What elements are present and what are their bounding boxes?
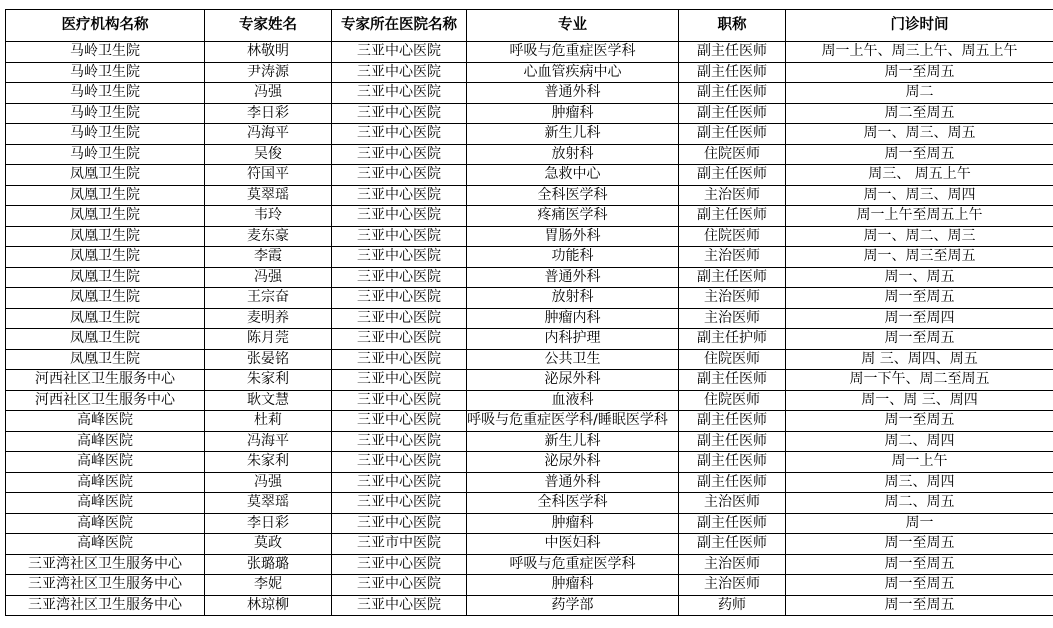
institution-cell[interactable]: 三亚湾社区卫生服务中心 — [6, 575, 205, 596]
institution-cell[interactable]: 河西社区卫生服务中心 — [6, 390, 205, 411]
specialty-cell[interactable]: 普通外科 — [467, 83, 679, 104]
table-row — [6, 308, 1053, 329]
table-row — [6, 452, 1053, 473]
title-cell[interactable]: 药师 — [679, 595, 786, 616]
table-row — [6, 493, 1053, 514]
hospital-cell[interactable]: 三亚中心医院 — [332, 124, 467, 145]
expert-name-cell[interactable]: 张璐璐 — [205, 554, 332, 575]
expert-name-cell[interactable]: 冯强 — [205, 472, 332, 493]
table-row — [6, 534, 1053, 555]
expert-name-cell[interactable]: 麦东豪 — [205, 226, 332, 247]
specialty-cell[interactable]: 全科医学科 — [467, 185, 679, 206]
header-specialty[interactable]: 专业 — [467, 10, 679, 42]
expert-name-cell[interactable]: 符国平 — [205, 165, 332, 186]
title-cell[interactable]: 副主任医师 — [679, 83, 786, 104]
clinic-time-cell[interactable]: 周一至周五 — [786, 595, 1053, 616]
clinic-time-cell[interactable]: 周一、周三、周五 — [786, 124, 1053, 145]
clinic-time-cell[interactable]: 周三、 周五上午 — [786, 165, 1053, 186]
table-row — [6, 42, 1053, 63]
hospital-cell[interactable]: 三亚中心医院 — [332, 513, 467, 534]
hospital-cell[interactable]: 三亚中心医院 — [332, 452, 467, 473]
table-row — [6, 247, 1053, 268]
table-row — [6, 472, 1053, 493]
expert-name-cell[interactable]: 李日彩 — [205, 513, 332, 534]
hospital-cell[interactable]: 三亚中心医院 — [332, 411, 467, 432]
clinic-time-cell[interactable]: 周三、周四 — [786, 472, 1053, 493]
title-cell[interactable]: 副主任医师 — [679, 267, 786, 288]
title-cell[interactable]: 主治医师 — [679, 575, 786, 596]
expert-name-cell[interactable]: 李妮 — [205, 575, 332, 596]
table-row — [6, 62, 1053, 83]
institution-cell[interactable]: 凤凰卫生院 — [6, 308, 205, 329]
institution-cell[interactable]: 凤凰卫生院 — [6, 226, 205, 247]
expert-name-cell[interactable]: 莫翠瑶 — [205, 185, 332, 206]
expert-schedule-table — [5, 9, 1053, 616]
institution-cell[interactable]: 高峰医院 — [6, 411, 205, 432]
hospital-cell[interactable]: 三亚中心医院 — [332, 308, 467, 329]
expert-name-cell[interactable]: 林琼柳 — [205, 595, 332, 616]
clinic-time-cell[interactable]: 周一下午、周二至周五 — [786, 370, 1053, 391]
institution-cell[interactable]: 凤凰卫生院 — [6, 267, 205, 288]
title-cell[interactable]: 副主任医师 — [679, 534, 786, 555]
institution-cell[interactable]: 马岭卫生院 — [6, 144, 205, 165]
institution-cell[interactable]: 凤凰卫生院 — [6, 165, 205, 186]
expert-name-cell[interactable]: 吴俊 — [205, 144, 332, 165]
specialty-cell[interactable]: 新生儿科 — [467, 124, 679, 145]
title-cell[interactable]: 副主任医师 — [679, 370, 786, 391]
header-clinic-time[interactable]: 门诊时间 — [786, 10, 1053, 42]
clinic-time-cell[interactable]: 周二 — [786, 83, 1053, 104]
expert-name-cell[interactable]: 韦玲 — [205, 206, 332, 227]
title-cell[interactable]: 主治医师 — [679, 247, 786, 268]
table-row — [6, 288, 1053, 309]
clinic-time-cell[interactable]: 周一至周五 — [786, 575, 1053, 596]
institution-cell[interactable]: 凤凰卫生院 — [6, 329, 205, 350]
title-cell[interactable]: 副主任医师 — [679, 411, 786, 432]
hospital-cell[interactable]: 三亚市中医院 — [332, 534, 467, 555]
table-row — [6, 267, 1053, 288]
hospital-cell[interactable]: 三亚中心医院 — [332, 390, 467, 411]
table-row — [6, 206, 1053, 227]
institution-cell[interactable]: 马岭卫生院 — [6, 83, 205, 104]
institution-cell[interactable]: 高峰医院 — [6, 493, 205, 514]
clinic-time-cell[interactable]: 周一、周三至周五 — [786, 247, 1053, 268]
specialty-cell[interactable]: 公共卫生 — [467, 349, 679, 370]
institution-cell[interactable]: 高峰医院 — [6, 472, 205, 493]
specialty-cell[interactable]: 肿瘤科 — [467, 513, 679, 534]
expert-name-cell[interactable]: 杜莉 — [205, 411, 332, 432]
title-cell[interactable]: 副主任医师 — [679, 452, 786, 473]
title-cell[interactable]: 住院医师 — [679, 226, 786, 247]
hospital-cell[interactable]: 三亚中心医院 — [332, 370, 467, 391]
table-row — [6, 595, 1053, 616]
title-cell[interactable]: 副主任医师 — [679, 103, 786, 124]
specialty-cell[interactable]: 内科护理 — [467, 329, 679, 350]
specialty-cell[interactable]: 心血管疾病中心 — [467, 62, 679, 83]
table-row — [6, 144, 1053, 165]
institution-cell[interactable]: 河西社区卫生服务中心 — [6, 370, 205, 391]
specialty-cell[interactable]: 疼痛医学科 — [467, 206, 679, 227]
specialty-cell[interactable]: 新生儿科 — [467, 431, 679, 452]
specialty-cell[interactable]: 药学部 — [467, 595, 679, 616]
institution-cell[interactable]: 高峰医院 — [6, 534, 205, 555]
clinic-time-cell[interactable]: 周一、周 三、周四 — [786, 390, 1053, 411]
header-title[interactable]: 职称 — [679, 10, 786, 42]
expert-name-cell[interactable]: 冯海平 — [205, 124, 332, 145]
clinic-time-cell[interactable]: 周一上午 — [786, 452, 1053, 473]
specialty-cell[interactable]: 呼吸与危重症医学科 — [467, 42, 679, 63]
clinic-time-cell[interactable]: 周二至周五 — [786, 103, 1053, 124]
clinic-time-cell[interactable]: 周一至周五 — [786, 411, 1053, 432]
clinic-time-cell[interactable]: 周一至周四 — [786, 308, 1053, 329]
title-cell[interactable]: 主治医师 — [679, 308, 786, 329]
specialty-cell[interactable] — [467, 411, 679, 432]
table-row — [6, 83, 1053, 104]
expert-name-cell[interactable]: 李日彩 — [205, 103, 332, 124]
clinic-time-cell[interactable]: 周一上午至周五上午 — [786, 206, 1053, 227]
title-cell[interactable]: 住院医师 — [679, 144, 786, 165]
hospital-cell[interactable]: 三亚中心医院 — [332, 247, 467, 268]
title-cell[interactable]: 副主任护师 — [679, 329, 786, 350]
header-expert-name[interactable]: 专家姓名 — [205, 10, 332, 42]
institution-cell[interactable]: 凤凰卫生院 — [6, 185, 205, 206]
hospital-cell[interactable]: 三亚中心医院 — [332, 288, 467, 309]
title-cell[interactable]: 副主任医师 — [679, 206, 786, 227]
expert-name-cell[interactable]: 冯强 — [205, 83, 332, 104]
specialty-cell[interactable]: 急救中心 — [467, 165, 679, 186]
table-row — [6, 431, 1053, 452]
title-cell[interactable]: 副主任医师 — [679, 62, 786, 83]
table-row — [6, 329, 1053, 350]
specialty-cell[interactable]: 胃肠外科 — [467, 226, 679, 247]
header-institution[interactable]: 医疗机构名称 — [6, 10, 205, 42]
institution-cell[interactable]: 马岭卫生院 — [6, 103, 205, 124]
table-row — [6, 226, 1053, 247]
clinic-time-cell[interactable]: 周一至周五 — [786, 62, 1053, 83]
institution-cell[interactable]: 凤凰卫生院 — [6, 288, 205, 309]
title-cell[interactable]: 主治医师 — [679, 185, 786, 206]
specialty-cell[interactable]: 中医妇科 — [467, 534, 679, 555]
table-row — [6, 575, 1053, 596]
title-cell[interactable]: 副主任医师 — [679, 513, 786, 534]
institution-cell[interactable]: 三亚湾社区卫生服务中心 — [6, 595, 205, 616]
expert-name-cell[interactable]: 王宗奋 — [205, 288, 332, 309]
institution-cell[interactable]: 凤凰卫生院 — [6, 247, 205, 268]
institution-cell[interactable]: 高峰医院 — [6, 431, 205, 452]
table-row — [6, 165, 1053, 186]
expert-name-cell[interactable]: 陈月莞 — [205, 329, 332, 350]
title-cell[interactable]: 主治医师 — [679, 288, 786, 309]
specialty-cell[interactable]: 肿瘤科 — [467, 575, 679, 596]
expert-name-cell[interactable]: 林敬明 — [205, 42, 332, 63]
hospital-cell[interactable]: 三亚中心医院 — [332, 185, 467, 206]
hospital-cell[interactable]: 三亚中心医院 — [332, 493, 467, 514]
clinic-time-cell[interactable]: 周二、周五 — [786, 493, 1053, 514]
institution-cell[interactable]: 高峰医院 — [6, 513, 205, 534]
table-row — [6, 103, 1053, 124]
institution-cell[interactable]: 马岭卫生院 — [6, 42, 205, 63]
specialty-cell[interactable]: 放射科 — [467, 288, 679, 309]
hospital-cell[interactable]: 三亚中心医院 — [332, 329, 467, 350]
institution-cell[interactable]: 马岭卫生院 — [6, 62, 205, 83]
hospital-cell[interactable]: 三亚中心医院 — [332, 267, 467, 288]
clinic-time-cell[interactable]: 周一 — [786, 513, 1053, 534]
table-row — [6, 411, 1053, 432]
specialty-cell[interactable]: 肿瘤内科 — [467, 308, 679, 329]
specialty-cell[interactable]: 呼吸与危重症医学科 — [467, 554, 679, 575]
expert-name-cell[interactable]: 莫翠瑶 — [205, 493, 332, 514]
specialty-cell[interactable]: 普通外科 — [467, 267, 679, 288]
institution-cell[interactable]: 凤凰卫生院 — [6, 206, 205, 227]
expert-name-cell[interactable]: 莫政 — [205, 534, 332, 555]
clinic-time-cell[interactable]: 周一至周五 — [786, 144, 1053, 165]
title-cell[interactable]: 副主任医师 — [679, 124, 786, 145]
clinic-time-cell[interactable]: 周一至周五 — [786, 288, 1053, 309]
table-body — [6, 42, 1053, 616]
hospital-cell[interactable]: 三亚中心医院 — [332, 206, 467, 227]
clinic-time-cell[interactable]: 周一、周三、周四 — [786, 185, 1053, 206]
title-cell[interactable]: 副主任医师 — [679, 165, 786, 186]
specialty-cell[interactable]: 放射科 — [467, 144, 679, 165]
hospital-cell[interactable]: 三亚中心医院 — [332, 472, 467, 493]
expert-name-cell[interactable]: 麦明养 — [205, 308, 332, 329]
title-cell[interactable]: 副主任医师 — [679, 472, 786, 493]
hospital-cell[interactable]: 三亚中心医院 — [332, 349, 467, 370]
institution-cell[interactable]: 高峰医院 — [6, 452, 205, 473]
hospital-cell[interactable]: 三亚中心医院 — [332, 165, 467, 186]
clinic-time-cell[interactable]: 周二、周四 — [786, 431, 1053, 452]
table-row — [6, 349, 1053, 370]
table-row — [6, 513, 1053, 534]
specialty-cell[interactable]: 血液科 — [467, 390, 679, 411]
specialty-cell[interactable]: 肿瘤科 — [467, 103, 679, 124]
hospital-cell[interactable]: 三亚中心医院 — [332, 431, 467, 452]
hospital-cell[interactable]: 三亚中心医院 — [332, 62, 467, 83]
title-cell[interactable]: 副主任医师 — [679, 42, 786, 63]
table-row — [6, 370, 1053, 391]
expert-name-cell[interactable]: 尹涛源 — [205, 62, 332, 83]
specialty-cell[interactable]: 功能科 — [467, 247, 679, 268]
hospital-cell[interactable]: 三亚中心医院 — [332, 42, 467, 63]
title-cell[interactable]: 主治医师 — [679, 554, 786, 575]
hospital-cell[interactable]: 三亚中心医院 — [332, 575, 467, 596]
expert-name-cell[interactable]: 朱家利 — [205, 370, 332, 391]
clinic-time-cell[interactable]: 周 三、周四、周五 — [786, 349, 1053, 370]
table-row — [6, 390, 1053, 411]
clinic-time-cell[interactable]: 周一至周五 — [786, 329, 1053, 350]
expert-name-cell[interactable]: 李霞 — [205, 247, 332, 268]
table-row — [6, 554, 1053, 575]
clinic-time-cell[interactable]: 周一至周五 — [786, 554, 1053, 575]
specialty-cell[interactable]: 全科医学科 — [467, 493, 679, 514]
hospital-cell[interactable]: 三亚中心医院 — [332, 83, 467, 104]
expert-name-cell[interactable]: 张晏铭 — [205, 349, 332, 370]
table-header-row — [6, 10, 1053, 42]
institution-cell[interactable]: 凤凰卫生院 — [6, 349, 205, 370]
hospital-cell[interactable]: 三亚中心医院 — [332, 554, 467, 575]
institution-cell[interactable]: 三亚湾社区卫生服务中心 — [6, 554, 205, 575]
expert-name-cell[interactable]: 冯海平 — [205, 431, 332, 452]
title-cell[interactable]: 住院医师 — [679, 349, 786, 370]
clinic-time-cell[interactable]: 周一上午、周三上午、周五上午 — [786, 42, 1053, 63]
header-hospital[interactable]: 专家所在医院名称 — [332, 10, 467, 42]
title-cell[interactable]: 副主任医师 — [679, 431, 786, 452]
clinic-time-cell[interactable]: 周一、周二、周三 — [786, 226, 1053, 247]
table-row — [6, 124, 1053, 145]
hospital-cell[interactable]: 三亚中心医院 — [332, 226, 467, 247]
hospital-cell[interactable]: 三亚中心医院 — [332, 103, 467, 124]
hospital-cell[interactable]: 三亚中心医院 — [332, 144, 467, 165]
title-cell[interactable]: 主治医师 — [679, 493, 786, 514]
expert-name-cell[interactable]: 朱家利 — [205, 452, 332, 473]
expert-name-cell[interactable]: 冯强 — [205, 267, 332, 288]
clinic-time-cell[interactable]: 周一至周五 — [786, 534, 1053, 555]
expert-name-cell[interactable]: 耿文慧 — [205, 390, 332, 411]
hospital-cell[interactable]: 三亚中心医院 — [332, 595, 467, 616]
specialty-cell[interactable]: 泌尿外科 — [467, 452, 679, 473]
title-cell[interactable]: 住院医师 — [679, 390, 786, 411]
institution-cell[interactable]: 马岭卫生院 — [6, 124, 205, 145]
specialty-text: 呼吸与危重症医学科/睡眠医学科 — [467, 412, 668, 429]
specialty-cell[interactable]: 泌尿外科 — [467, 370, 679, 391]
table-row — [6, 185, 1053, 206]
clinic-time-cell[interactable]: 周一、周五 — [786, 267, 1053, 288]
specialty-cell[interactable]: 普通外科 — [467, 472, 679, 493]
